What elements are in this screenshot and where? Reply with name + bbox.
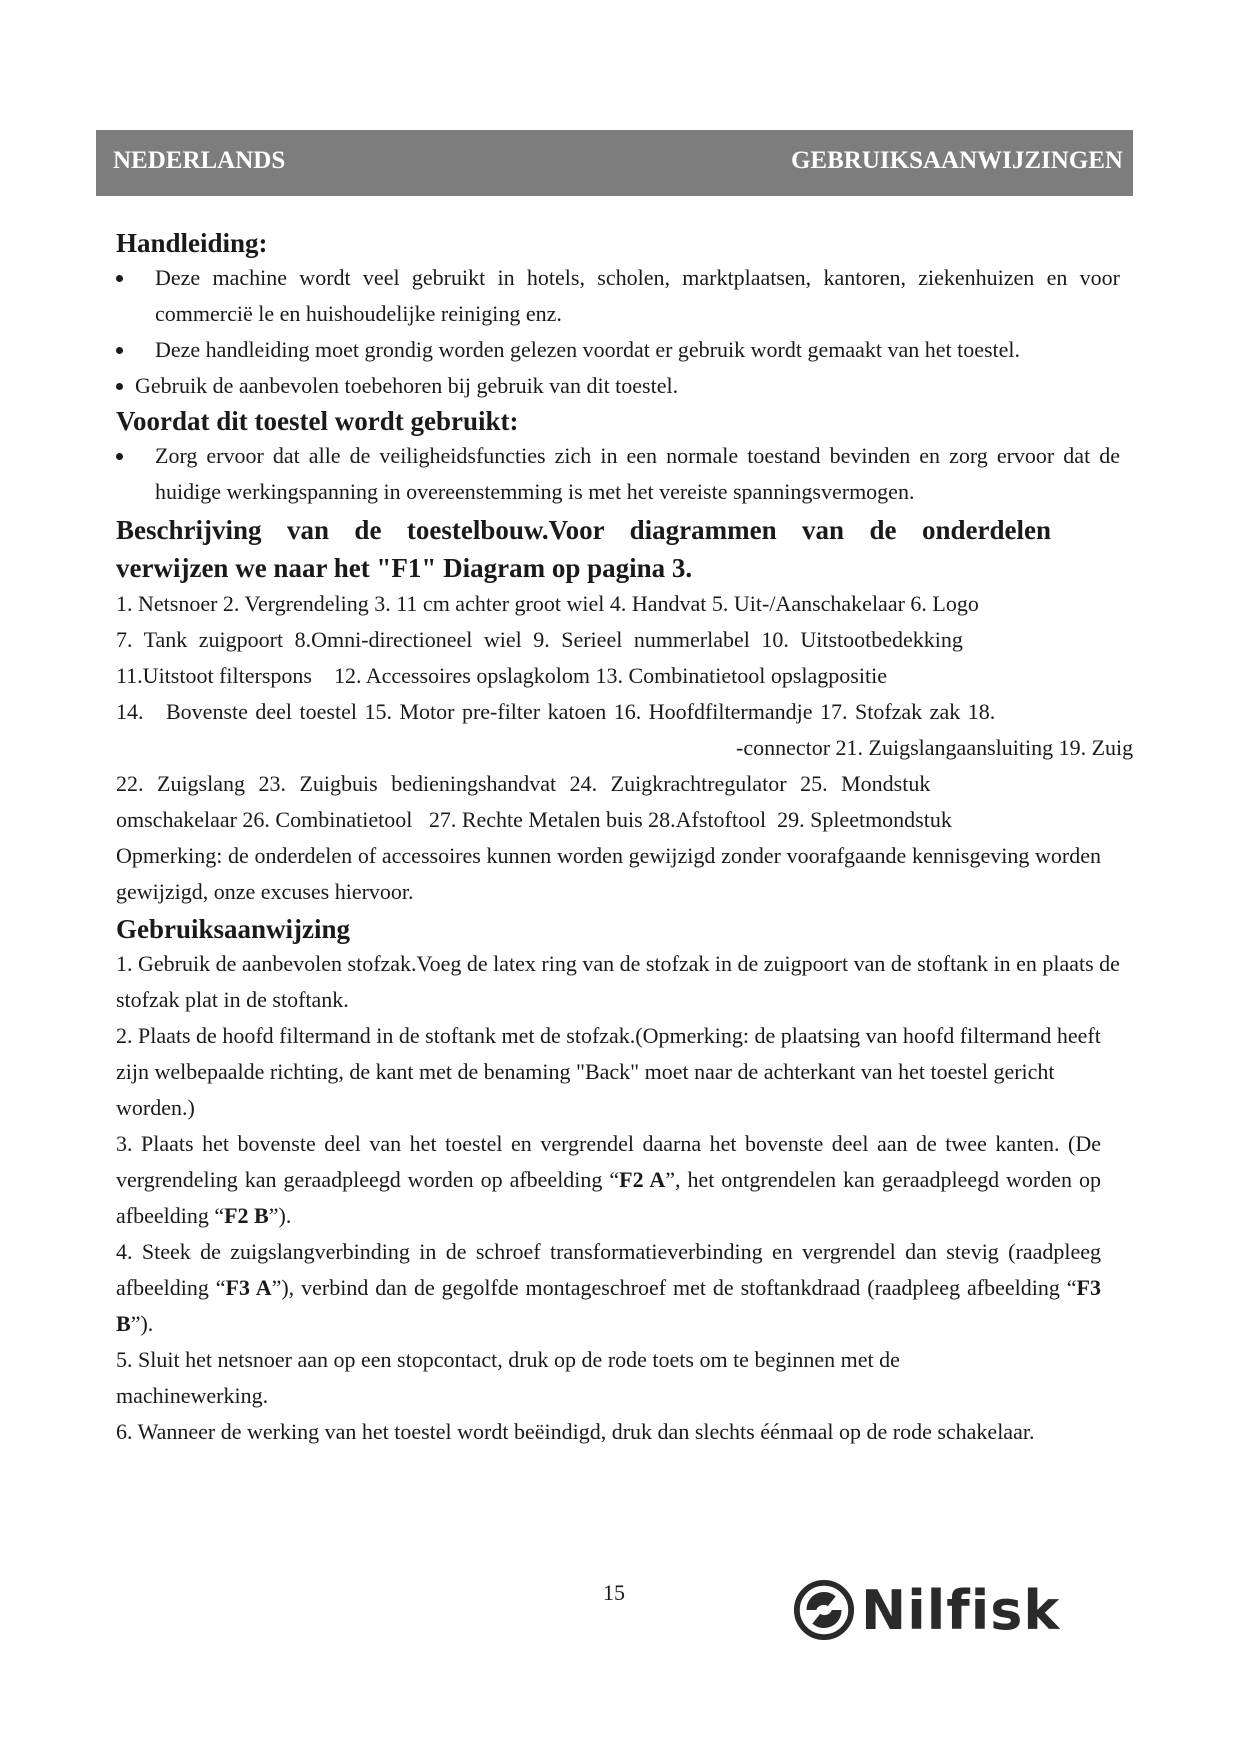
parts-list <box>116 586 1134 838</box>
step-2: 2. Plaats de hoofd filtermand in de stoftank met de stofzak.(Opmerking: de plaatsing van hoofd filtermand heeft zijn welbepaalde richting, de kant met de benaming "Back" moet naar de achterkant van het toestel gericht worden.) <box>116 1023 1101 1120</box>
step-5: 5. Sluit het netsnoer aan op een stopcontact, druk op de rode toets om te beginnen met de machinewerking. <box>116 1347 900 1408</box>
logo-wordmark: Nilfisk <box>861 1578 1061 1642</box>
step-6: 6. Wanneer de werking van het toestel wordt beëindigd, druk dan slechts éénmaal op de rode schakelaar. <box>116 1419 1035 1444</box>
bullet-item: Deze machine wordt veel gebruikt in hotels, scholen, marktplaatsen, kantoren, ziekenhuizen en voor commercië le en huishoudelijke reiniging enz. <box>116 260 1120 332</box>
bullet-item: Gebruik de aanbevolen toebehoren bij gebruik van dit toestel. <box>116 368 1116 404</box>
parts-line: 7. Tank zuigpoort 8.Omni-directioneel wiel 9. Serieel nummerlabel 10. Uitstootbedekking <box>116 627 963 652</box>
section-heading-handleiding: Handleiding: <box>116 228 268 258</box>
heading-line-1: Beschrijving van de toestelbouw.Voor diagrammen van de onderdelen <box>116 515 1051 545</box>
parts-note: Opmerking: de onderdelen of accessoires kunnen worden gewijzigd zonder voorafgaande kennisgeving worden gewijzigd, onze excuses hiervoor. <box>116 843 1101 904</box>
instruction-steps <box>116 946 1120 1450</box>
step-3-text: ”). <box>268 1203 292 1228</box>
figure-ref: F3 B <box>116 1275 1101 1336</box>
nilfisk-logo-icon <box>793 1579 855 1641</box>
header-bar <box>96 130 1133 196</box>
parts-line: 11.Uitstoot filterspons 12. Accessoires opslagkolom 13. Combinatietool opslagpositie <box>116 663 887 688</box>
section-heading-gebruiksaanwijzing: Gebruiksaanwijzing <box>116 914 351 944</box>
parts-line <box>116 730 1134 766</box>
step-4-text: ”), verbind dan de gegolfde montageschroef met de stoftankdraad (raadpleeg afbeelding “ <box>271 1275 1077 1300</box>
step-3-text: ”, het ontgrendelen kan geraadpleegd worden op afbeelding “ <box>116 1167 1101 1228</box>
step-1: 1. Gebruik de aanbevolen stofzak.Voeg de latex ring van de stofzak in de zuigpoort van de stoftank in en plaats de stofzak plat in de stoftank. <box>116 951 1120 1012</box>
figure-ref: F3 A <box>225 1275 272 1300</box>
step-3-text: 3. Plaats het bovenste deel van het toestel en vergrendel daarna het bovenste deel aan de twee kanten. (De vergrendeling kan geraadpleegd worden op afbeelding “ <box>116 1131 1101 1192</box>
bullet-item: Zorg ervoor dat alle de veiligheidsfuncties zich in een normale toestand bevinden en zorg ervoor dat de huidige werkingspanning in overeenstemming is met het vereiste spanningsvermogen. <box>116 438 1132 510</box>
parts-line: omschakelaar 26. Combinatietool 27. Rechte Metalen buis 28.Afstoftool 29. Spleetmondstuk <box>116 807 952 832</box>
step-4-text: 4. Steek de zuigslangverbinding in de schroef transformatieverbinding en vergrendel dan stevig (raadpleeg afbeelding “ <box>116 1239 1101 1300</box>
step-4 <box>116 1234 1101 1342</box>
bullet-item: Deze handleiding moet grondig worden gelezen voordat er gebruik wordt gemaakt van het toestel. <box>116 332 1120 368</box>
step-3 <box>116 1126 1101 1234</box>
page-number: 15 <box>603 1580 625 1605</box>
step-4-text: ”). <box>130 1311 154 1336</box>
parts-line: 14. Bovenste deel toestel 15. Motor pre-filter katoen 16. Hoofdfiltermandje 17. Stofzak zak 18. <box>116 699 996 724</box>
section-heading-beschrijving <box>116 512 1051 548</box>
figure-ref: F2 B <box>224 1203 269 1228</box>
figure-ref: F2 A <box>619 1167 666 1192</box>
language-label: NEDERLANDS <box>113 147 286 174</box>
parts-line: 22. Zuigslang 23. Zuigbuis bedieningshandvat 24. Zuigkrachtregulator 25. Mondstuk <box>116 771 931 796</box>
parts-line: 1. Netsnoer 2. Vergrendeling 3. 11 cm achter groot wiel 4. Handvat 5. Uit-/Aanschakelaar 6. Logo <box>116 591 979 616</box>
section-heading-beschrijving-line2: verwijzen we naar het "F1" Diagram op pagina 3. <box>116 553 693 583</box>
page-content <box>116 226 1134 1450</box>
brand-logo <box>793 1575 1123 1645</box>
parts-line-overflow: -connector 21. Zuigslangaansluiting 19. Zuig <box>736 735 1134 760</box>
document-type-label: GEBRUIKSAANWIJZINGEN <box>790 147 1123 174</box>
section-heading-voordat: Voordat dit toestel wordt gebruikt: <box>116 406 519 436</box>
